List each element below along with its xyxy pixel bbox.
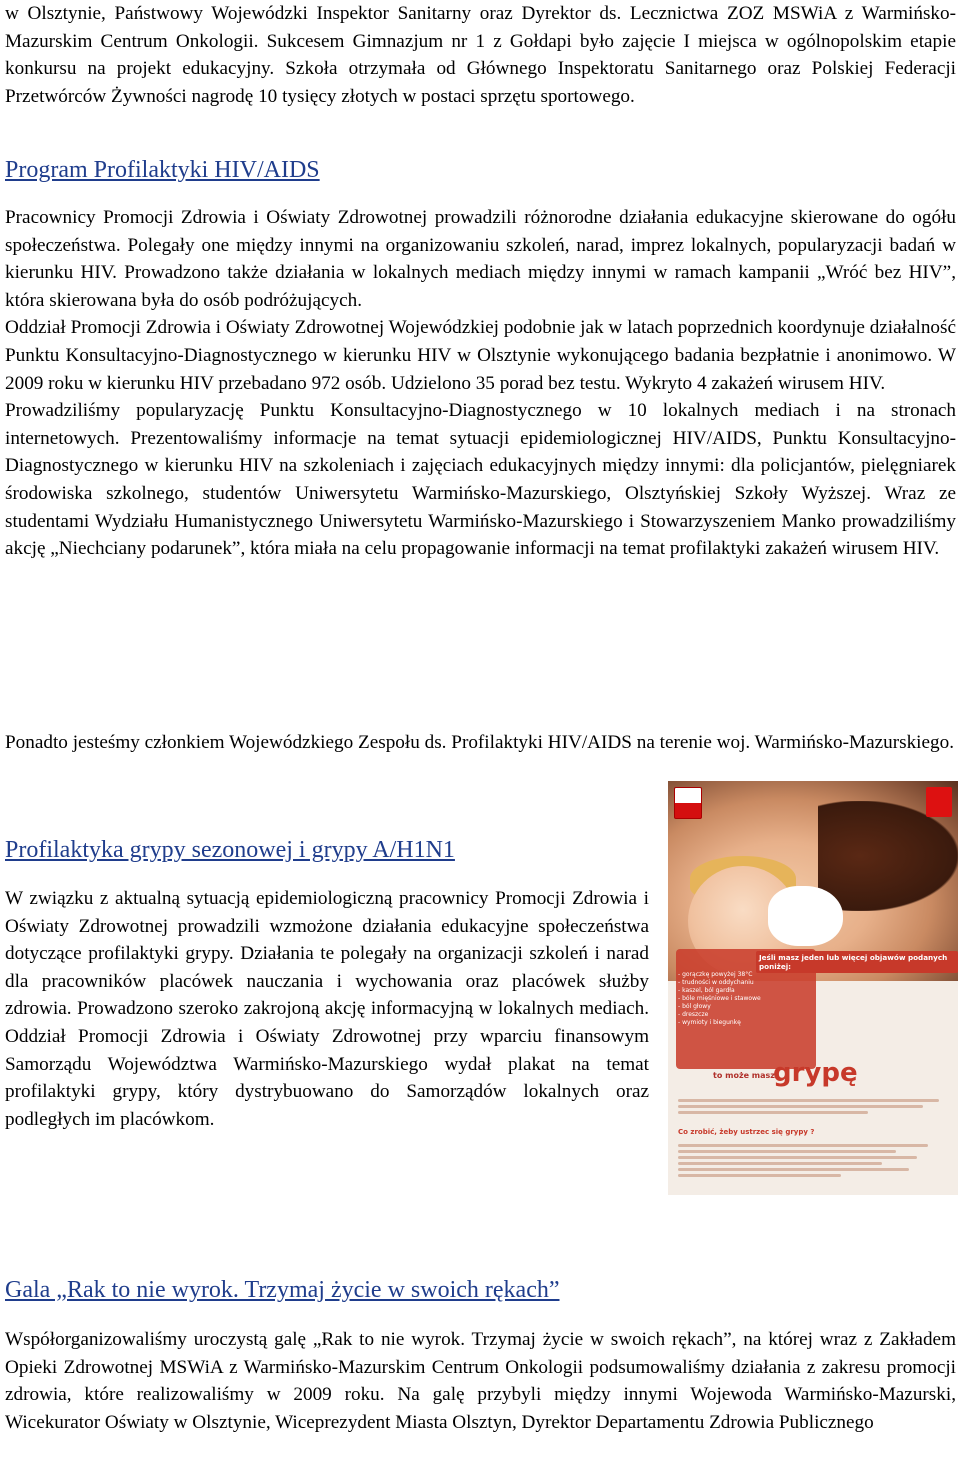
poster-small-text xyxy=(678,1096,950,1117)
poster-mother-hair xyxy=(818,801,958,911)
flu-poster xyxy=(668,781,958,1195)
poster-to-moze: to może masz xyxy=(713,1071,775,1080)
flu-paragraph: W związku z aktualną sytuacją epidemiologiczną pracownicy Promocji Zdrowia i Oświaty Zdrowotnej prowadzili wzmożone działania edukacyjne społeczeństwa dotyczące profilaktyki grypy. Działania te polegały na organizacji szkoleń i narad dla pracowników placówek nauczania i wychowania oraz placówek służby zdrowia. Prowadzono szeroko zakrojoną akcję informacyjną w lokalnych mediach. Oddział Promocji Zdrowia i Oświaty Zdrowotnej przy wparciu finansowym Samorządu Województwa Warmińsko-Mazurskiego wydał plakat na temat profilaktyki grypy, który dystrybuowano do Samorządów lokalnych oraz podległych im placówkom. xyxy=(5,888,649,1130)
symptom-item: - trudności w oddychaniu xyxy=(678,979,754,986)
symptom-item: - wymioty i biegunkę xyxy=(678,1019,741,1026)
poster-tissue xyxy=(768,886,843,946)
hiv-section xyxy=(5,204,956,563)
hiv-paragraph-1: Pracownicy Promocji Zdrowia i Oświaty Zdrowotnej prowadzili różnorodne działania edukacyjne skierowane do ogółu społeczeństwa. Polegały one między innymi na organizowaniu szkoleń, narad, imprez lokalnych, popularyzacji badań w kierunku HIV. Prowadzono także działania w lokalnych mediach między innymi w ramach kampanii „Wróć bez HIV”, która skierowana była do osób podróżujących. xyxy=(5,207,956,311)
gala-paragraph: Współorganizowaliśmy uroczystą galę „Rak to nie wyrok. Trzymaj życie w swoich rękach”, na której wraz z Zakładem Opieki Zdrowotnej MSWiA z Warmińsko-Mazurskim Centrum Onkologii podsumowaliśmy działania z zakresu promocji zdrowia, które realizowaliśmy w 2009 roku. Na galę przybyli między innymi Wojewoda Warmińsko-Mazurski, Wicekurator Oświaty w Olsztynie, Wiceprezydent Miasta Olsztyn, Dyrektor Departamentu Zdrowia Publicznego xyxy=(5,1329,956,1433)
intro-paragraph: w Olsztynie, Państwowy Wojewódzki Inspektor Sanitarny oraz Dyrektor ds. Lecznictwa ZOZ MSWiA z Warmińsko-Mazurskim Centrum Onkologii. Sukcesem Gimnazjum nr 1 z Gołdapi było zajęcie I miejsca w ogólnopolskim etapie konkursu na projekt edukacyjny. Szkoła otrzymała od Głównego Inspektoratu Sanitarnego oraz Polskiej Federacji Przetwórców Żywności nagrodę 10 tysięcy złotych w postaci sprzętu sportowego. xyxy=(5,3,956,107)
hiv-paragraph-3: Prowadziliśmy popularyzację Punktu Konsultacyjno-Diagnostycznego w 10 lokalnych mediach i na stronach internetowych. Prezentowaliśmy informacje na temat sytuacji epidemiologicznej HIV/AIDS, Punktu Konsultacyjno-Diagnostycznego w kierunku HIV na szkoleniach i zajęciach edukacyjnych między innymi: dla policjantów, pielęgniarek środowiska szkolnego, studentów Uniwersytetu Warmińsko-Mazurskiego, Olsztyńskiej Szkoły Wyższej. Wraz ze studentami Wydziału Humanistycznego Uniwersytetu Warmińsko-Mazurskiego i Stowarzyszeniem Manko prowadziliśmy akcję „Niechciany podarunek”, która miała na celu propagowanie informacji na temat profilaktyki zakażeń wirusem HIV. xyxy=(5,400,956,560)
symptom-item: - kaszel, ból gardła xyxy=(678,987,735,994)
symptom-item: - ból głowy xyxy=(678,1003,711,1010)
poster-symptom-list xyxy=(678,971,768,1027)
poster-grype: grypę xyxy=(773,1058,858,1088)
flu-heading: Profilaktyka grypy sezonowej i grypy A/H1N1 xyxy=(5,837,455,863)
coat-of-arms-right-icon xyxy=(926,787,952,817)
symptom-item: - gorączkę powyżej 38°C xyxy=(678,971,753,978)
hiv-heading: Program Profilaktyki HIV/AIDS xyxy=(5,157,320,183)
symptom-item: - dreszcze xyxy=(678,1011,709,1018)
poster-question: Jeśli masz jeden lub więcej objawów podanych poniżej: xyxy=(756,951,958,973)
poster-advice-text xyxy=(678,1141,950,1180)
poster-subheading: Co zrobić, żeby ustrzec się grypy ? xyxy=(678,1128,815,1136)
membership-paragraph: Ponadto jesteśmy członkiem Wojewódzkiego Zespołu ds. Profilaktyki HIV/AIDS na terenie woj. Warmińsko-Mazurskiego. xyxy=(5,732,955,753)
gala-heading: Gala „Rak to nie wyrok. Trzymaj życie w swoich rękach” xyxy=(5,1277,560,1303)
symptom-item: - bóle mięśniowe i stawowe xyxy=(678,995,761,1002)
coat-of-arms-left-icon xyxy=(674,787,702,819)
hiv-paragraph-2: Oddział Promocji Zdrowia i Oświaty Zdrowotnej Wojewódzkiej podobnie jak w latach poprzednich koordynuje działalność Punktu Konsultacyjno-Diagnostycznego w kierunku HIV w Olsztynie wykonującego badania bezpłatnie i anonimowo. W 2009 roku w kierunku HIV przebadano 972 osób. Udzielono 35 porad bez testu. Wykryto 4 zakażeń wirusem HIV. xyxy=(5,317,956,394)
